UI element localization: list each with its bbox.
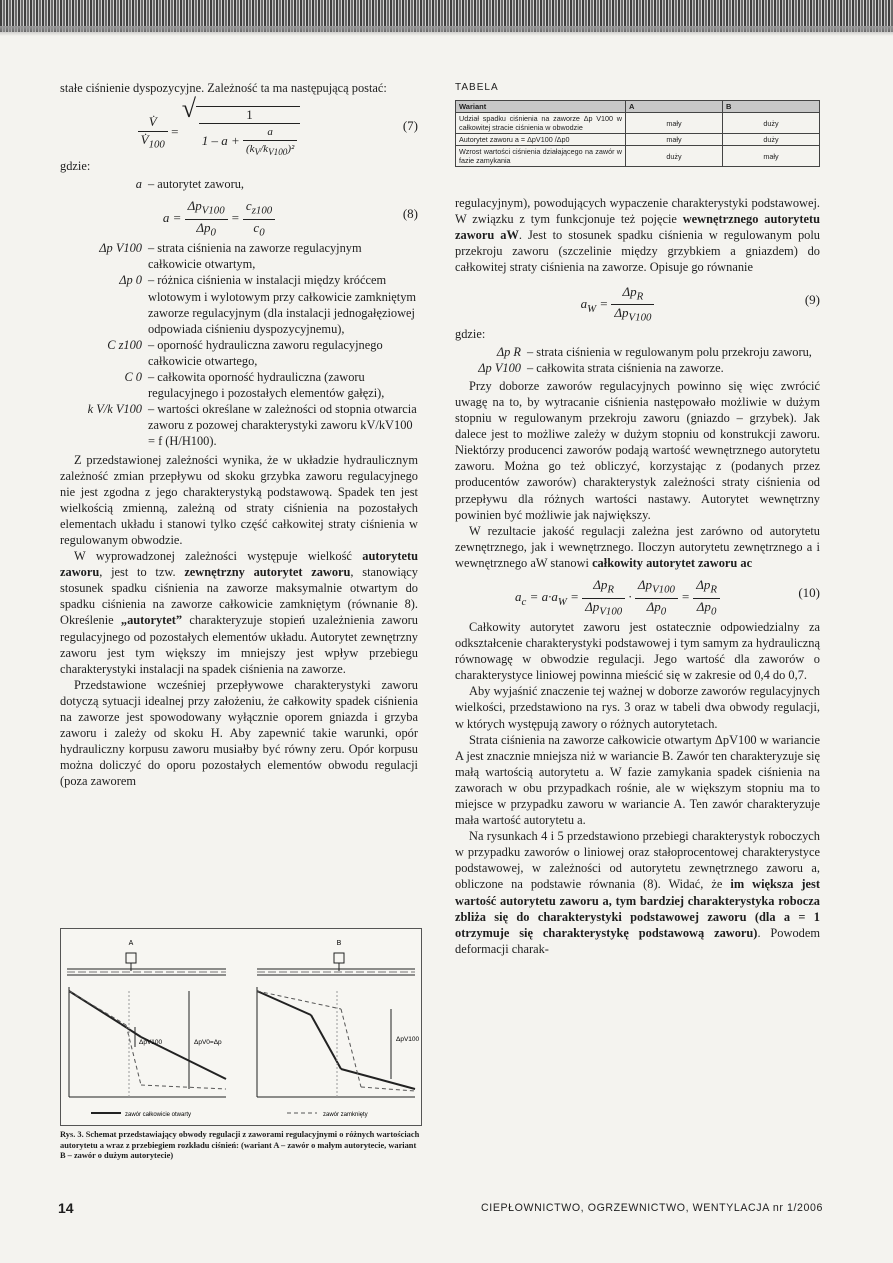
left-column <box>60 80 418 789</box>
def-item: C 0 – całkowita oporność hydrauliczna (zaworu regulacyjnego i pozostałych elementów gałęzi), <box>124 370 385 401</box>
dp-v100-a-label: ΔpV100 <box>139 1039 163 1046</box>
left-gdzie: gdzie: <box>60 159 91 174</box>
right-paragraph-7: Na rysunkach 4 i 5 przedstawiono przebiegi charakterystyk roboczych w przypadku zaworów o liniowej oraz stałoprocentowej charakterystyce podstawowej, w zależności od autorytetu zewnętrznego zaworu a, obliczone na podstawie równania (8). Widać, że im większa jest wartość autorytetu zaworu a, tym bardziej charakterystyka robocza zbliża się do charakterystyki podstawowej zaworu (dla a = 1 otrzymuje się charakterystykę podstawową zaworu). Powodem deformacji charak- <box>455 829 820 956</box>
figure-3 <box>60 928 422 1126</box>
comparison-table <box>455 100 820 167</box>
table-row: Wzrost wartości ciśnienia działającego na zawór w fazie zamykania duży mały <box>456 146 820 167</box>
equation-9-number: (9) <box>804 291 820 307</box>
equation-10-number: (10) <box>798 584 820 600</box>
dp-v100-b-label: ΔpV100 <box>396 1036 420 1043</box>
right-paragraph-2: Przy doborze zaworów regulacyjnych powinno się więc zwrócić uwagę na to, by wytracanie ciśnienia następowało możliwie w dużym stopniu w regulowanym przekroju zaworu (gniazdo – grzybek). Jak dalece jest to możliwe zależy w dużym stopniu od konstrukcji zaworu. Niektórzy producenci zaworów podają wartość wewnętrznego autorytetu zaworu. Można go też obliczyć, korzystając z (podanych przez producentów zaworów) charakterystyk zależności straty ciśnienia od przepływu dla różnych wartości nastawy. Autorytet wewnętrzny powinien być możliwie jak największy. <box>455 378 820 522</box>
def-a-symbol: a <box>135 177 142 192</box>
figure-3-diagram <box>61 929 421 1125</box>
right-paragraph-4: Całkowity autorytet zaworu jest ostatecznie odpowiedzialny za odkształcenie charakterystyki podstawowej i tym samym za hydrauliczną równowagę w obwodzie regulacji. Jego wartość dla zaworów o charakterystyce liniowej powinna mieścić się w zakresie od 0,4 do 0,7. <box>455 619 820 683</box>
figure-3-caption: Rys. 3. Schemat przedstawiający obwody regulacji z zaworami regulacyjnymi o różnych wartościach autorytetu a wraz z przebiegiem rozkładu ciśnień: (wariant A – zawór o małym autorytecie, wariant B – zawór o dużym autorytecie) <box>60 1130 420 1161</box>
scan-header-shadow <box>0 26 893 36</box>
equation-8: a = $\frac{\Delta p_{V100}}{\Delta p_0}$ = $\frac{c_{z100}}{c_0}$ (8) <box>162 198 418 239</box>
right-paragraph-3: W rezultacie jakość regulacji zależna jest zarówno od autorytetu zewnętrznego, jak i wewnętrznego. Iloczyn autorytetu zewnętrznego a i wewnętrznego aW stanowi całkowity autorytet zaworu ac <box>455 523 820 570</box>
def-item: C z100 – oporność hydrauliczna zaworu regulacyjnego całkowicie otwartego, <box>107 337 383 368</box>
valve-b-icon <box>334 953 344 963</box>
equation-8-number: (8) <box>402 206 418 222</box>
page-number: 14 <box>58 1200 74 1216</box>
equation-10: $a_c = a\cdot a_W$ = $\frac{\Delta p_R}{\Delta p_{V100}}$ · $\frac{\Delta p_{V100}}{\Delta p_0}$ = $\frac{\Delta p_R}{\Delta p_0}$ (10) <box>515 576 820 618</box>
pressure-line-open-b <box>257 991 311 1015</box>
left-definitions <box>60 240 418 449</box>
left-intro: stałe ciśnienie dyspozycyjne. Zależność ta ma następującą postać: <box>60 81 387 95</box>
left-paragraph-2: W wyprowadzonej zależności występuje wielkość autorytetu zaworu, jest to tzw. zewnętrzny autorytet zaworu, stanowiący stosunek spadku ciśnienia na zaworze maksymalnie otwartym do spadku ciśnienia na zaworze całkowicie zamkniętym (równanie 8). Określenie „autorytet” charakteryzuje stopień uzależnienia zaworu regulacyjnego od pozostałych elementów układu. Autorytet zewnętrzny zaworu jest tym większy im mniejszy jest wpływ przebiegu charakterystyki instalacji na spadek ciśnienia na zaworze. <box>60 549 418 676</box>
equation-9: $a_W$ = $\frac{\Delta p_R}{\Delta p_{V100}}$ (9) <box>580 283 820 324</box>
table-header-row: Wariant A B <box>456 101 820 113</box>
table-title: TABELA <box>455 82 499 93</box>
equation-7: $\frac{V̇}{V̇_{100}}$ = √ 1 1 – a + $\frac{a}{(k_V/k_{V100})^2}$ (7) <box>60 100 418 154</box>
def-item: Δp R – strata ciśnienia w regulowanym polu przekroju zaworu, <box>496 344 812 359</box>
legend-closed: zawór zamknięty <box>323 1112 368 1118</box>
right-definitions <box>455 344 820 376</box>
def-a <box>60 176 418 192</box>
def-item: Δp V100 – strata ciśnienia na zaworze regulacyjnym całkowicie otwartym, <box>99 241 362 272</box>
journal-footer: CIEPŁOWNICTWO, OGRZEWNICTWO, WENTYLACJA nr 1/2006 <box>481 1202 823 1214</box>
right-paragraph-1: regulacyjnym), powodujących wypaczenie charakterystyki podstawowej. W związku z tym funkcjonuje też pojęcie wewnętrznego autorytetu zaworu aW. Jest to stosunek spadku ciśnienia w regulowanym polu przekroju zaworu (szczelinie między grzybkiem a gniazdem) do całkowitej straty ciśnienia na zaworze. Opisuje go równanie <box>455 196 821 275</box>
left-paragraph-3: Przedstawione wcześniej przepływowe charakterystyki zaworu dotyczą sytuacji idealnej przy założeniu, że całkowity spadek ciśnienia na zaworze jest spowodowany wyłącznie oporem gniazda i grzyba zaworu i zależy od skoku H. Aby zapewnić takie warunki, opór hydrauliczny korpusu zaworu musiałby być równy zeru. Opór korpusu można doliczyć do oporu pozostałych elementów obwodu regulacji (poza zaworem <box>60 677 418 789</box>
left-paragraph-1: Z przedstawionej zależności wynika, że w układzie hydraulicznym zależność zmian przepływu od skoku grzybka zaworu regulacyjnego nie jest zgodna z jego charakterystyką podstawową. Spadek ten jest wielkością zmienną, zależną od straty ciśnienia na pozostałych elementach układu i stanowi tylko część całkowitej straty ciśnienia w regulowanym obwodzie. <box>60 452 418 547</box>
def-item: Δp 0 – różnica ciśnienia w instalacji między króćcem wlotowym i wylotowym przy całkowicie zamkniętym zaworze regulacyjnym (dla instalacji jednogałęziowej odpowiada ciśnieniu dyspozycyjnemu), <box>119 273 417 336</box>
valve-a-icon <box>126 953 136 963</box>
def-item: Δp V100 – całkowita strata ciśnienia na zaworze. <box>478 360 724 375</box>
table-row: Autorytet zaworu a = ΔpV100 /Δp0 mały duży <box>456 134 820 146</box>
right-gdzie: gdzie: <box>455 326 486 341</box>
right-paragraph-5: Aby wyjaśnić znaczenie tej ważnej w doborze zaworów regulacyjnych wielkości, przedstawiono na rys. 3 oraz w tabeli dwa obwody regulacji, w których występują zawory o różnych autorytetach. <box>455 684 820 731</box>
def-item: k V/k V100 – wartości określane w zależności od stopnia otwarcia zaworu z pozowej charakterystyki zaworu kV/kV100 = f (H/H100). <box>87 402 417 449</box>
equation-7-number: (7) <box>402 118 418 134</box>
label-b: B <box>336 940 342 947</box>
legend-open: zawór całkowicie otwarty <box>125 1112 192 1118</box>
table-row: Udział spadku ciśnienia na zaworze Δp V100 w całkowitej stracie ciśnienia w obwodzie mały duży <box>456 113 820 134</box>
right-paragraph-6: Strata ciśnienia na zaworze całkowicie otwartym ΔpV100 w wariancie A jest znacznie mniejsza niż w wariancie B. Zawór ten charakteryzuje się małą wartością autorytetu a. W fazie zamykania spadek ciśnienia na zaworach w obu przypadkach rośnie, ale w większym stopniu ma to miejsce w przypadku zaworu w wariancie A. Ten zawór charakteryzuje mała wartość autorytetu a. <box>455 732 820 828</box>
right-column <box>455 80 820 957</box>
dp-v0-label: ΔpV0=Δp <box>194 1039 222 1046</box>
label-a: A <box>128 940 134 947</box>
def-a-text: – autorytet zaworu, <box>148 177 244 192</box>
